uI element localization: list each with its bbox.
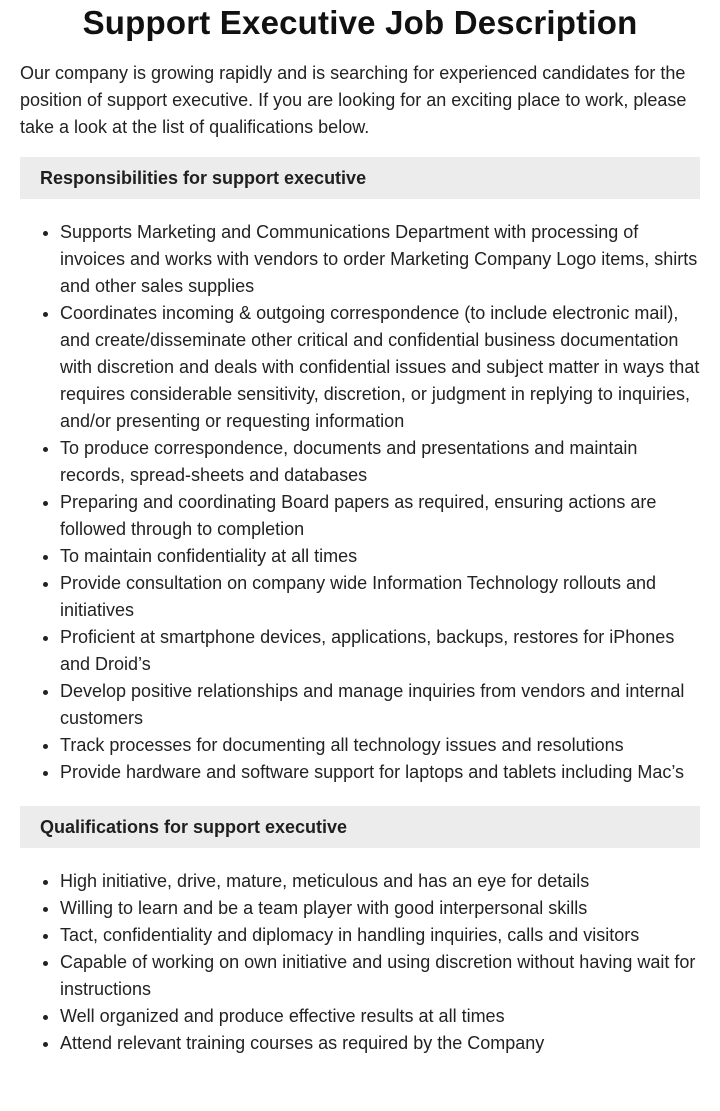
- responsibilities-heading: Responsibilities for support executive: [20, 157, 700, 199]
- list-item: • Willing to learn and be a team player with good interpersonal skills: [60, 895, 700, 922]
- list-item: • Track processes for documenting all technology issues and resolutions: [60, 732, 700, 759]
- list-item: • High initiative, drive, mature, meticulous and has an eye for details: [60, 868, 700, 895]
- list-item: • Coordinates incoming & outgoing correspondence (to include electronic mail), and create/disseminate other critical and confidential business documentation with discretion and deals with confidential issues and subject matter in ways that requires considerable sensitivity, discretion, or judgment in replying to inquiries, and/or presenting or requesting information: [60, 300, 700, 435]
- list-item: • Capable of working on own initiative and using discretion without having wait for instructions: [60, 949, 700, 1003]
- list-item: • Preparing and coordinating Board papers as required, ensuring actions are followed through to completion: [60, 489, 700, 543]
- list-item: • Tact, confidentiality and diplomacy in handling inquiries, calls and visitors: [60, 922, 700, 949]
- list-item: • To maintain confidentiality at all times: [60, 543, 700, 570]
- intro-paragraph: Our company is growing rapidly and is searching for experienced candidates for the position of support executive. If you are looking for an exciting place to work, please take a look at the list of qualifications below.: [20, 63, 687, 137]
- qualifications-heading: Qualifications for support executive: [20, 806, 700, 848]
- list-item: • Well organized and produce effective results at all times: [60, 1003, 700, 1030]
- list-item: • Develop positive relationships and manage inquiries from vendors and internal customers: [60, 678, 700, 732]
- qualifications-list: [20, 868, 700, 1057]
- page-title: Support Executive Job Description: [82, 4, 638, 41]
- list-item: • Provide consultation on company wide Information Technology rollouts and initiatives: [60, 570, 700, 624]
- list-item: • Proficient at smartphone devices, applications, backups, restores for iPhones and Droid’s: [60, 624, 700, 678]
- responsibilities-list: [20, 219, 700, 786]
- list-item: • To produce correspondence, documents and presentations and maintain records, spread-sheets and databases: [60, 435, 700, 489]
- list-item: • Supports Marketing and Communications Department with processing of invoices and works with vendors to order Marketing Company Logo items, shirts and other sales supplies: [60, 219, 700, 300]
- list-item: • Provide hardware and software support for laptops and tablets including Mac’s: [60, 759, 700, 786]
- list-item: • Attend relevant training courses as required by the Company: [60, 1030, 700, 1057]
